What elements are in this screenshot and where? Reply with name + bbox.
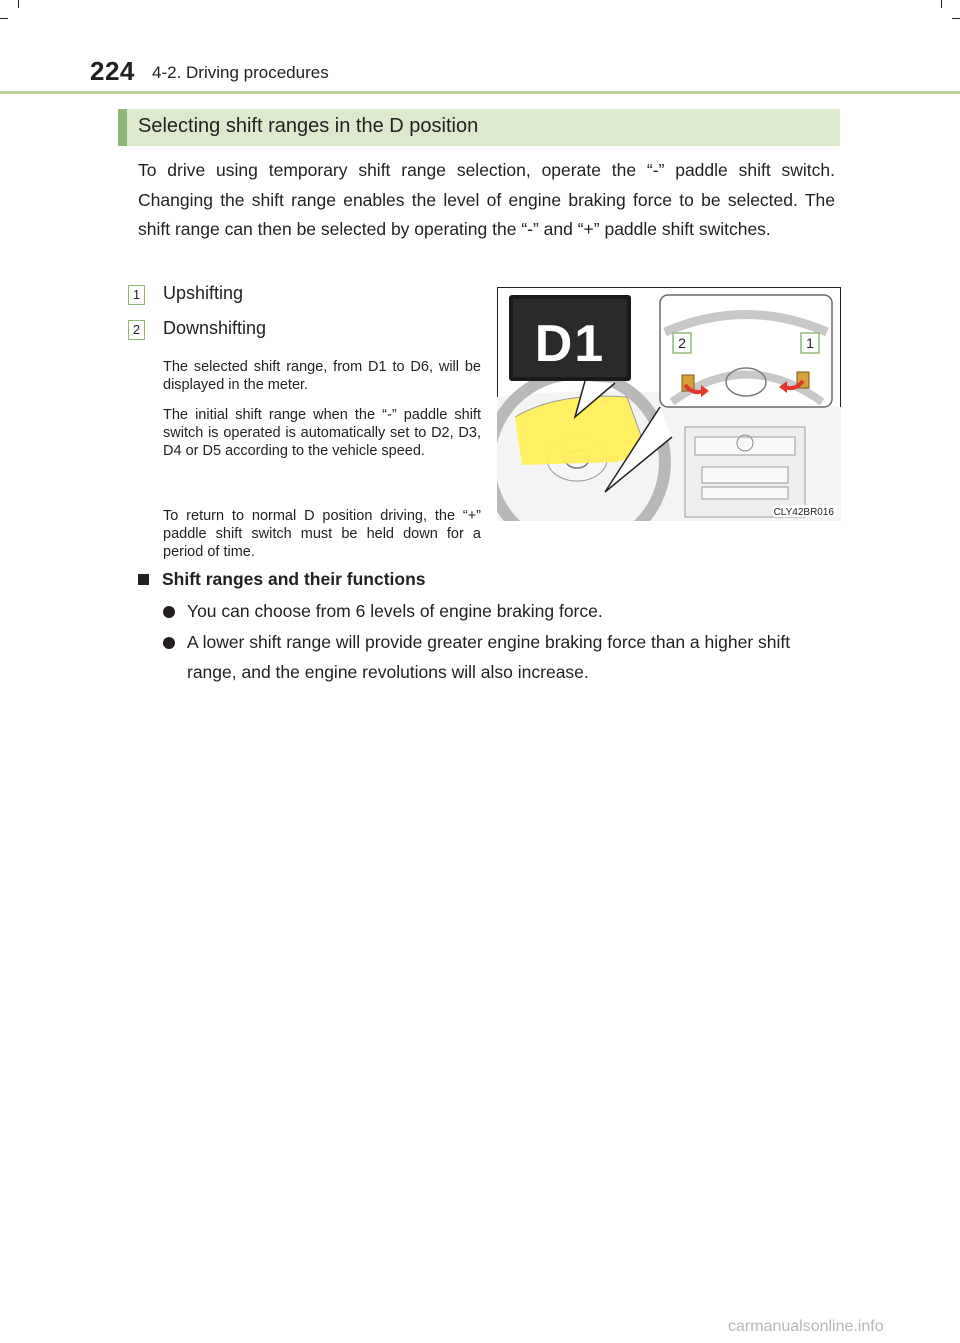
subsection-heading bbox=[138, 569, 426, 590]
section-reference: 4-2. Driving procedures bbox=[152, 63, 329, 82]
section-title: Selecting shift ranges in the D position bbox=[138, 115, 479, 137]
page-number: 224 bbox=[90, 56, 135, 86]
note-display: The selected shift range, from D1 to D6, will be displayed in the meter. bbox=[163, 359, 481, 393]
step-label: Upshifting bbox=[163, 283, 244, 303]
note-return-normal: To return to normal D position driving, the “+” paddle shift switch must be held down for a period of time. bbox=[163, 508, 481, 560]
crop-mark bbox=[952, 18, 960, 19]
note-initial-range: The initial shift range when the “-” paddle shift switch is operated is automatically set to D2, D3, D4 or D5 according to the vehicle speed. bbox=[163, 407, 481, 459]
header-rule bbox=[0, 91, 960, 94]
step-number-badge: 1 bbox=[128, 285, 145, 305]
crop-mark bbox=[0, 18, 8, 19]
crop-mark bbox=[941, 0, 942, 8]
bullet-text: You can choose from 6 levels of engine braking force. bbox=[187, 601, 603, 621]
step-downshifting bbox=[128, 318, 267, 340]
crop-mark bbox=[18, 0, 19, 8]
square-bullet-icon bbox=[138, 574, 149, 585]
step-upshifting bbox=[128, 283, 244, 305]
display-range-text: D1 bbox=[534, 315, 606, 373]
bullet-item bbox=[163, 628, 835, 687]
bullet-dot-icon bbox=[163, 637, 175, 649]
figure-code: CLY42BR016 bbox=[773, 507, 834, 518]
intro-paragraph: To drive using temporary shift range selection, operate the “-” paddle shift switch. Changing the shift range enables the level of engine braking force to be selected. The shift range can then be selected by operating the “-” and “+” paddle shift switches. bbox=[138, 160, 835, 239]
svg-text:1: 1 bbox=[806, 335, 814, 351]
bullet-text: A lower shift range will provide greater engine braking force than a higher shift range, and the engine revolutions will also increase. bbox=[187, 632, 791, 682]
bullet-item bbox=[163, 597, 835, 627]
watermark: carmanualsonline.info bbox=[728, 1318, 884, 1335]
bullet-dot-icon bbox=[163, 606, 175, 618]
subsection-title: Shift ranges and their functions bbox=[162, 569, 426, 589]
svg-text:2: 2 bbox=[678, 335, 686, 351]
step-number-badge: 2 bbox=[128, 320, 145, 340]
step-label: Downshifting bbox=[163, 318, 267, 338]
paddle-shift-illustration bbox=[497, 287, 841, 521]
